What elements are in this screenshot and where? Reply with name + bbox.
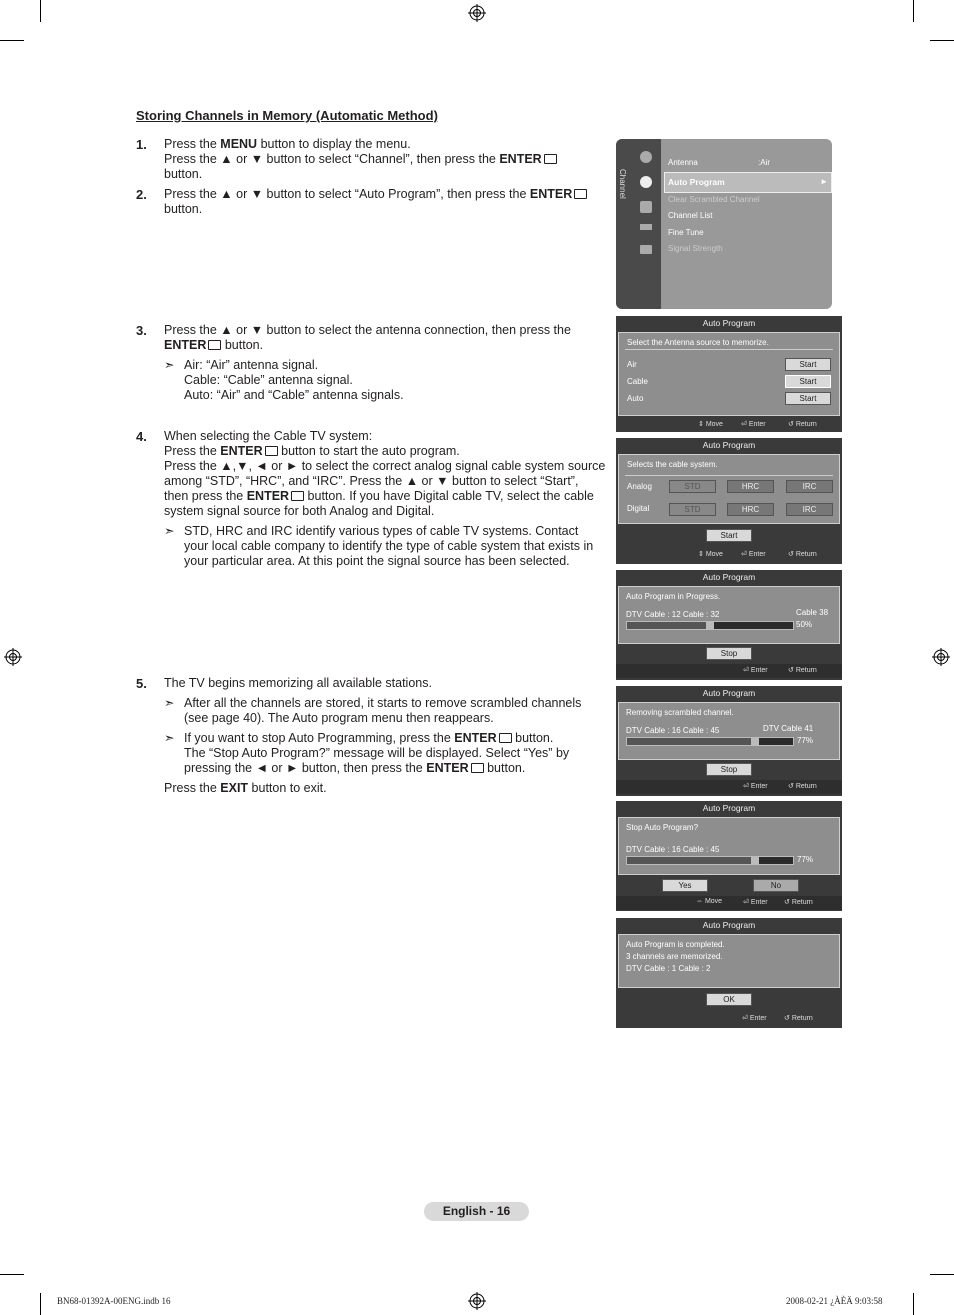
page-title: Storing Channels in Memory (Automatic Method) bbox=[136, 108, 438, 123]
progress-fill bbox=[627, 857, 755, 864]
option-label: Air bbox=[627, 360, 637, 369]
sidebar-label: Channel bbox=[618, 169, 627, 199]
panel-footer bbox=[616, 548, 842, 562]
start-button[interactable]: Start bbox=[785, 358, 831, 371]
step-text: button. If you have Digital cable TV, select the cable system signal source for both Analog and Digital. bbox=[164, 489, 594, 518]
step-text: Press the ▲,▼, ◄ or ► to select the correct analog signal cable system source among “STD”, “HRC”, and “IRC”. Press the ▲ or ▼ button to select “Start”, then press the bbox=[164, 459, 606, 503]
step-number: 2. bbox=[136, 187, 147, 202]
panel-prompt: Selects the cable system. bbox=[627, 460, 718, 469]
enter-label: Enter bbox=[750, 783, 768, 790]
note-text: Air: “Air” antenna signal. bbox=[184, 358, 319, 372]
panel-title: Auto Program bbox=[702, 318, 756, 328]
divider bbox=[625, 475, 833, 476]
panel-title: Auto Program bbox=[702, 920, 756, 930]
panel-prompt: Select the Antenna source to memorize. bbox=[627, 338, 769, 347]
key-name: ENTER bbox=[220, 444, 263, 458]
panel-body bbox=[618, 586, 840, 644]
arrow-right-icon: ► bbox=[820, 177, 828, 186]
step-text: button. bbox=[164, 167, 203, 181]
auto-program-removing-panel bbox=[616, 686, 842, 796]
menu-item-auto-program[interactable] bbox=[664, 172, 832, 193]
step-3 bbox=[136, 323, 606, 403]
panel-footer bbox=[616, 418, 842, 432]
step-text: The TV begins memorizing all available stations. bbox=[164, 676, 432, 690]
hrc-button[interactable]: HRC bbox=[727, 503, 774, 516]
channel-menu-screen bbox=[616, 139, 832, 309]
key-name: EXIT bbox=[220, 781, 249, 795]
menu-item-value: :Air bbox=[758, 158, 770, 167]
irc-button[interactable]: IRC bbox=[786, 480, 833, 493]
return-hint: ↺ Return bbox=[788, 421, 817, 428]
progress-knob bbox=[706, 622, 714, 629]
status-text: 3 channels are memorized. bbox=[626, 952, 723, 961]
return-label: Return bbox=[791, 899, 813, 906]
start-button[interactable]: Start bbox=[785, 392, 831, 405]
panel-body bbox=[618, 702, 840, 760]
start-button[interactable]: Start bbox=[706, 529, 752, 542]
panel-footer bbox=[616, 896, 842, 910]
input-icon bbox=[640, 224, 652, 230]
progress-bar bbox=[626, 621, 794, 630]
print-timestamp: 2008-02-21 ¿ÀÈÄ 9:03:58 bbox=[786, 1296, 883, 1306]
return-hint: ↺ Return bbox=[784, 1015, 813, 1022]
return-label: Return bbox=[795, 783, 817, 790]
enter-hint: ⏎ Enter bbox=[743, 899, 768, 906]
progress-percent: 77% bbox=[797, 855, 814, 864]
key-name: ENTER bbox=[529, 187, 573, 201]
enter-hint: ⏎ Enter bbox=[742, 1015, 767, 1022]
page-number-badge: English - 16 bbox=[424, 1202, 529, 1221]
panel-title: Auto Program bbox=[702, 440, 756, 450]
panel-footer bbox=[616, 664, 842, 678]
key-name: ENTER bbox=[426, 761, 469, 775]
move-label: Move bbox=[704, 898, 723, 905]
note-text: button. bbox=[511, 731, 554, 745]
divider bbox=[625, 349, 833, 350]
key-name: ENTER bbox=[164, 338, 207, 352]
note bbox=[164, 696, 606, 726]
application-icon bbox=[640, 245, 652, 254]
enter-icon bbox=[544, 154, 557, 164]
enter-icon bbox=[471, 763, 484, 773]
enter-label: Enter bbox=[750, 667, 768, 674]
menu-item-label: Auto Program bbox=[668, 177, 725, 187]
note-text: Auto: “Air” and “Cable” antenna signals. bbox=[184, 388, 404, 402]
enter-hint: ⏎ Enter bbox=[741, 421, 766, 428]
digital-label: Digital bbox=[627, 504, 650, 513]
enter-icon bbox=[265, 446, 278, 456]
registration-mark-icon bbox=[468, 1292, 486, 1310]
panel-body bbox=[618, 454, 840, 524]
enter-icon bbox=[499, 733, 512, 743]
status-text: Removing scrambled channel. bbox=[626, 708, 734, 717]
enter-label: Enter bbox=[748, 421, 766, 428]
channel-count: DTV Cable : 1 Cable : 2 bbox=[626, 964, 711, 973]
move-label: Move bbox=[705, 421, 723, 428]
panel-footer bbox=[616, 1012, 842, 1026]
panel-title: Auto Program bbox=[702, 688, 756, 698]
panel-footer bbox=[616, 780, 842, 794]
auto-program-antenna-panel bbox=[616, 316, 842, 432]
note-text: button. bbox=[483, 761, 526, 775]
enter-hint: ⏎ Enter bbox=[741, 551, 766, 558]
progress-knob bbox=[751, 738, 759, 745]
registration-mark-icon bbox=[4, 648, 22, 666]
return-hint: ↺ Return bbox=[788, 551, 817, 558]
step-5 bbox=[136, 676, 606, 796]
channel-icon bbox=[640, 176, 652, 188]
stop-button[interactable]: Stop bbox=[706, 647, 752, 660]
step-text: button. bbox=[221, 338, 264, 352]
analog-label: Analog bbox=[627, 482, 652, 491]
note-arrow-icon: ➣ bbox=[164, 731, 175, 745]
registration-mark-icon bbox=[932, 648, 950, 666]
crop-mark bbox=[0, 1274, 24, 1275]
step-2 bbox=[136, 187, 606, 217]
progress-fill bbox=[627, 622, 710, 629]
option-label: Cable bbox=[627, 377, 648, 386]
step-text: Press the bbox=[164, 444, 221, 458]
step-text: Press the bbox=[164, 137, 221, 151]
hrc-button[interactable]: HRC bbox=[727, 480, 774, 493]
crop-mark bbox=[913, 1293, 914, 1315]
move-hint: ⇔ Move bbox=[696, 898, 723, 905]
start-button[interactable]: Start bbox=[785, 375, 831, 388]
crop-mark bbox=[40, 1293, 41, 1315]
current-channel: Cable 38 bbox=[796, 608, 829, 617]
panel-body bbox=[618, 817, 840, 875]
stop-button[interactable]: Stop bbox=[706, 763, 752, 776]
registration-mark-icon bbox=[468, 4, 486, 22]
step-text: Press the bbox=[164, 781, 221, 795]
enter-icon bbox=[291, 491, 304, 501]
note-text: STD, HRC and IRC identify various types of cable TV systems. Contact your local cable company to identify the type of cable system that exists in your particular area. At this point the signal source has been selected. bbox=[184, 524, 594, 568]
step-text: Press the ▲ or ▼ button to select “Auto Program”, then press the bbox=[164, 187, 530, 201]
return-label: Return bbox=[795, 421, 817, 428]
std-button[interactable]: STD bbox=[669, 480, 716, 493]
auto-program-cable-panel bbox=[616, 438, 842, 564]
menu-item-signal-strength[interactable]: Signal Strength bbox=[668, 244, 723, 253]
step-text: Press the ▲ or ▼ button to select the antenna connection, then press the bbox=[164, 323, 571, 337]
note-text: Cable: “Cable” antenna signal. bbox=[184, 373, 353, 387]
enter-icon bbox=[574, 189, 587, 199]
status-text: Auto Program in Progress. bbox=[626, 592, 721, 601]
auto-program-complete-panel bbox=[616, 918, 842, 1028]
step-number: 3. bbox=[136, 323, 147, 338]
auto-program-progress-panel bbox=[616, 570, 842, 680]
step-text: button to display the menu. bbox=[257, 137, 411, 151]
note-text: If you want to stop Auto Programming, press the bbox=[184, 731, 455, 745]
step-text: When selecting the Cable TV system: bbox=[164, 429, 373, 443]
enter-hint: ⏎ Enter bbox=[743, 667, 768, 674]
progress-fill bbox=[627, 738, 755, 745]
status-text: Auto Program is completed. bbox=[626, 940, 725, 949]
note-text: The “Stop Auto Program?” message will be displayed. Select “Yes” by pressing the ◄ or ► button, then press the bbox=[184, 746, 570, 775]
enter-label: Enter bbox=[748, 551, 766, 558]
file-info: BN68-01392A-00ENG.indb 16 bbox=[57, 1296, 171, 1306]
picture-icon bbox=[640, 151, 652, 163]
note-arrow-icon: ➣ bbox=[164, 524, 175, 538]
step-1 bbox=[136, 137, 606, 182]
crop-mark bbox=[930, 40, 954, 41]
progress-percent: 77% bbox=[797, 736, 814, 745]
crop-mark bbox=[0, 40, 24, 41]
menu-item-fine-tune[interactable]: Fine Tune bbox=[668, 228, 704, 237]
channel-count: DTV Cable : 16 Cable : 45 bbox=[626, 845, 720, 854]
step-number: 4. bbox=[136, 429, 147, 444]
channel-count: DTV Cable : 12 Cable : 32 bbox=[626, 610, 720, 619]
channel-count: DTV Cable : 16 Cable : 45 bbox=[626, 726, 720, 735]
enter-icon bbox=[208, 340, 221, 350]
note-text: After all the channels are stored, it starts to remove scrambled channels (see page 40). The Auto program menu then reappears. bbox=[184, 696, 582, 725]
enter-hint: ⏎ Enter bbox=[743, 783, 768, 790]
enter-label: Enter bbox=[750, 899, 768, 906]
option-label: Auto bbox=[627, 394, 644, 403]
return-label: Return bbox=[795, 551, 817, 558]
move-label: Move bbox=[705, 551, 723, 558]
menu-sidebar bbox=[616, 139, 661, 309]
move-hint: ⇕ Move bbox=[698, 421, 723, 428]
key-name: MENU bbox=[220, 137, 258, 151]
note bbox=[164, 358, 606, 403]
progress-bar bbox=[626, 856, 794, 865]
step-text: Press the ▲ or ▼ button to select “Channel”, then press the bbox=[164, 152, 500, 166]
move-hint: ⇕ Move bbox=[698, 551, 723, 558]
note bbox=[164, 731, 606, 776]
return-hint: ↺ Return bbox=[788, 667, 817, 674]
panel-body bbox=[618, 934, 840, 988]
return-hint: ↺ Return bbox=[784, 899, 813, 906]
progress-percent: 50% bbox=[796, 620, 813, 629]
step-number: 5. bbox=[136, 676, 147, 691]
crop-mark bbox=[930, 1274, 954, 1275]
yes-button[interactable]: Yes bbox=[662, 879, 708, 892]
key-name: ENTER bbox=[499, 152, 542, 166]
step-text: button to exit. bbox=[248, 781, 327, 795]
menu-item-channel-list[interactable]: Channel List bbox=[668, 211, 713, 220]
crop-mark bbox=[913, 0, 914, 22]
panel-title: Auto Program bbox=[702, 803, 756, 813]
progress-knob bbox=[751, 857, 759, 864]
note-arrow-icon: ➣ bbox=[164, 358, 175, 372]
step-4 bbox=[136, 429, 606, 569]
no-button[interactable]: No bbox=[753, 879, 799, 892]
panel-title: Auto Program bbox=[702, 572, 756, 582]
key-name: ENTER bbox=[454, 731, 497, 745]
menu-item-antenna[interactable]: Antenna bbox=[668, 158, 698, 167]
current-channel: DTV Cable 41 bbox=[763, 724, 814, 733]
step-number: 1. bbox=[136, 137, 147, 152]
irc-button[interactable]: IRC bbox=[786, 503, 833, 516]
return-hint: ↺ Return bbox=[788, 783, 817, 790]
panel-body bbox=[618, 332, 840, 416]
key-name: ENTER bbox=[246, 489, 290, 503]
note-arrow-icon: ➣ bbox=[164, 696, 175, 710]
menu-item-clear-scrambled[interactable]: Clear Scrambled Channel bbox=[668, 195, 760, 204]
auto-program-stop-panel bbox=[616, 801, 842, 911]
step-text: button. bbox=[164, 202, 203, 216]
status-text: Stop Auto Program? bbox=[626, 823, 699, 832]
setup-icon bbox=[640, 201, 652, 213]
return-label: Return bbox=[795, 667, 817, 674]
return-label: Return bbox=[791, 1015, 813, 1022]
std-button[interactable]: STD bbox=[669, 503, 716, 516]
progress-bar bbox=[626, 737, 794, 746]
note bbox=[164, 524, 606, 569]
enter-label: Enter bbox=[749, 1015, 767, 1022]
ok-button[interactable]: OK bbox=[706, 993, 752, 1006]
crop-mark bbox=[40, 0, 41, 22]
step-text: button to start the auto program. bbox=[277, 444, 460, 458]
